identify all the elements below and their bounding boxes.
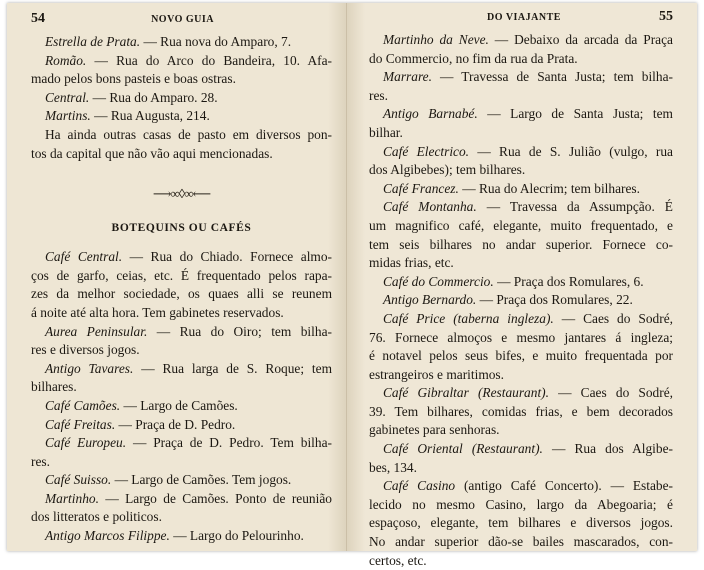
entry-name: Café Oriental (Restaurant). [383, 441, 543, 457]
entry-text: bilhar. [369, 124, 403, 140]
text-line [31, 527, 332, 546]
text-line [31, 33, 332, 52]
text-line [31, 378, 332, 397]
entry-text: — Rua do Chiado. Fornece almo- [122, 249, 333, 265]
entry-name: Central. [45, 89, 90, 105]
text-line [369, 105, 673, 124]
book-spread [7, 3, 697, 568]
entry-text: — Debaixo da arcada da Praça [488, 32, 673, 47]
text-line [369, 143, 673, 162]
entry-name: Café Camões. [45, 397, 121, 413]
entry-text: tem seis bilhares no andar superior. Fornece co- [369, 236, 673, 252]
entry-name: Café Europeu. [45, 435, 127, 451]
entry-text: é notavel pelos seus bifes, e muito frequentada por [369, 348, 673, 364]
entry-name: Romão. [45, 52, 87, 68]
entry-text: — Praça dos Romulares, 6. [493, 273, 644, 289]
text-line [31, 471, 332, 490]
text-line [369, 87, 673, 106]
right-page-header [369, 9, 673, 31]
entry-text: — Praça dos Romulares, 22. [476, 292, 633, 308]
entry-name: Café Gibraltar (Restaurant). [383, 385, 549, 401]
entry-name: Antigo Barnabé. [383, 106, 478, 122]
entry-text: — Travessa de Santa Justa; tem bilha- [431, 69, 673, 85]
entry-text: — Rua do Arco do Bandeira, 10. Afa- [86, 52, 332, 68]
entry-text: — Largo de Camões. Ponto de reunião [98, 490, 332, 506]
text-line [31, 285, 332, 304]
running-title: DO VIAJANTE [487, 12, 561, 23]
entry-name: Antigo Tavares. [45, 360, 134, 376]
text-line [369, 440, 673, 459]
text-line [369, 514, 673, 533]
entry-name: Estrella de Prata. [45, 34, 141, 49]
text-line [369, 236, 673, 255]
entry-text: — Largo de Camões. [120, 397, 238, 413]
text-line [31, 490, 332, 509]
entry-name: Café Central. [45, 249, 123, 265]
text-line [369, 366, 673, 385]
entry-name: Martinho. [45, 490, 99, 506]
cafe-list [31, 248, 332, 546]
entry-text: — Rua Augusta, 214. [90, 108, 210, 124]
entry-text: res. [369, 87, 388, 103]
text-line [31, 267, 332, 286]
text-line [369, 198, 673, 217]
entry-text: mado pelos bons pasteis e boas ostras. [31, 71, 236, 87]
entry-name: Café Casino [383, 478, 456, 494]
entry-name: Antigo Bernardo. [383, 292, 477, 308]
text-line [369, 254, 673, 273]
left-page [7, 3, 347, 551]
entry-text: á noite até alta hora. Tem gabinetes reservados. [31, 304, 284, 320]
text-line [369, 421, 673, 440]
cafe-list-continued [369, 31, 673, 570]
entry-text: dos litteratos e politicos. [31, 509, 162, 525]
entry-text: lecido no mesmo Casino, largo da Abegoaria; é [369, 496, 673, 512]
entry-name: Café do Commercio. [383, 273, 494, 289]
entry-text: bes, 134. [369, 459, 417, 475]
entry-name: Café Francez. [383, 180, 459, 196]
entry-text: bilhares. [31, 379, 77, 395]
text-line [31, 397, 332, 416]
text-line [369, 50, 673, 69]
ornament-divider: ⟶∞◊∞⟵ [152, 186, 211, 202]
entry-text: — Rua de S. Julião (vulgo, rua [469, 143, 673, 159]
entry-text: res e diversos jogos. [31, 342, 140, 358]
text-line [31, 52, 332, 71]
entry-text: — Travessa da Assumpção. É [476, 199, 673, 215]
entry-text: — Largo de Santa Justa; tem [477, 106, 673, 122]
entry-text: res. [31, 453, 50, 469]
right-page [347, 3, 697, 568]
text-line [31, 70, 332, 89]
entry-name: Café Montanha. [383, 199, 477, 215]
text-line [369, 124, 673, 143]
entry-name: Martinho da Neve. [383, 32, 489, 47]
text-line [369, 273, 673, 292]
entry-text: estrangeiros e maritimos. [369, 366, 504, 382]
text-line [369, 68, 673, 87]
text-line [369, 329, 673, 348]
text-line [31, 323, 332, 342]
text-line [369, 161, 673, 180]
entry-text: 76. Fornece almoços e mesmo jantares á ingleza; [369, 329, 673, 345]
text-line [369, 180, 673, 199]
text-line [31, 89, 332, 108]
text-line [369, 477, 673, 496]
entry-text: tos da capital que não vão aqui mencionadas. [31, 145, 273, 161]
text-line [31, 341, 332, 360]
entry-text: zes da melhor sociedade, os quaes alli se reunem [31, 286, 332, 302]
page-number: 54 [31, 11, 45, 26]
entry-text: do Commercio, no fim da rua da Prata. [369, 50, 578, 66]
entry-text: — Largo do Pelourinho. [169, 528, 304, 544]
page-number: 55 [659, 9, 673, 24]
intro-text [31, 33, 332, 163]
text-line [369, 31, 673, 50]
text-line [31, 107, 332, 126]
text-line [369, 496, 673, 515]
entry-text: — Rua do Oiro; tem bilha- [147, 323, 332, 339]
text-line [31, 453, 332, 472]
text-line [369, 310, 673, 329]
entry-text: — Praça de D. Pedro. [115, 416, 236, 432]
entry-text: — Rua larga de S. Roque; tem [133, 360, 333, 376]
entry-text: um magnifico café, elegante, muito frequentado, e [369, 217, 673, 233]
text-line [31, 248, 332, 267]
entry-text: — Caes do Sodré, [553, 310, 673, 326]
entry-name: Antigo Marcos Filippe. [45, 528, 170, 544]
section-title: BOTEQUINS OU CAFÉS [111, 222, 252, 235]
text-line [31, 434, 332, 453]
entry-text: — Rua do Alecrim; tem bilhares. [458, 180, 640, 196]
entry-text: certos, etc. [369, 552, 427, 568]
text-line [31, 126, 332, 145]
text-line [369, 533, 673, 552]
entry-name: Martins. [45, 108, 91, 124]
running-title: NOVO GUIA [151, 14, 214, 25]
text-line [369, 552, 673, 570]
text-line [31, 360, 332, 379]
entry-text: midas frias, etc. [369, 255, 454, 271]
text-line [369, 459, 673, 478]
entry-name: Café Price (taberna ingleza). [383, 310, 554, 326]
entry-name: Café Suisso. [45, 472, 112, 488]
text-line [369, 291, 673, 310]
entry-text: — Rua nova do Amparo, 7. [140, 34, 292, 49]
text-line [31, 304, 332, 323]
entry-text: 39. Tem bilhares, comidas frias, e bem decorados [369, 403, 673, 419]
entry-text: — Praça de D. Pedro. Tem bilha- [126, 435, 332, 451]
text-line [369, 384, 673, 403]
entry-text: dos Algibebes); tem bilhares. [369, 162, 526, 178]
entry-name: Café Electrico. [383, 143, 470, 159]
entry-text: espaçoso, elegante, tem bilhares e diversos jogos. [369, 515, 673, 531]
entry-text: — Rua do Amparo. 28. [89, 89, 218, 105]
entry-text: No andar superior dão-se bailes mascarados, con- [369, 534, 673, 550]
left-page-header [31, 11, 332, 33]
entry-text: — Caes do Sodré, [548, 385, 674, 401]
entry-text: gabinetes para senhoras. [369, 422, 500, 438]
text-line [31, 416, 332, 435]
entry-name: Aurea Peninsular. [45, 323, 148, 339]
text-line [31, 145, 332, 164]
entry-name: Marrare. [383, 69, 432, 85]
text-line [369, 403, 673, 422]
entry-text: (antigo Café Concerto). — Estabe- [455, 478, 673, 494]
entry-name: Café Freitas. [45, 416, 116, 432]
text-line [369, 217, 673, 236]
entry-text: — Largo de Camões. Tem jogos. [111, 472, 292, 488]
text-line [31, 508, 332, 527]
text-line [369, 347, 673, 366]
entry-text: Ha ainda outras casas de pasto em diversos pon- [45, 126, 332, 142]
entry-text: — Rua dos Algibe- [542, 441, 673, 457]
entry-text: ços de garfo, ceias, etc. É frequentado pelos rapa- [31, 267, 332, 283]
